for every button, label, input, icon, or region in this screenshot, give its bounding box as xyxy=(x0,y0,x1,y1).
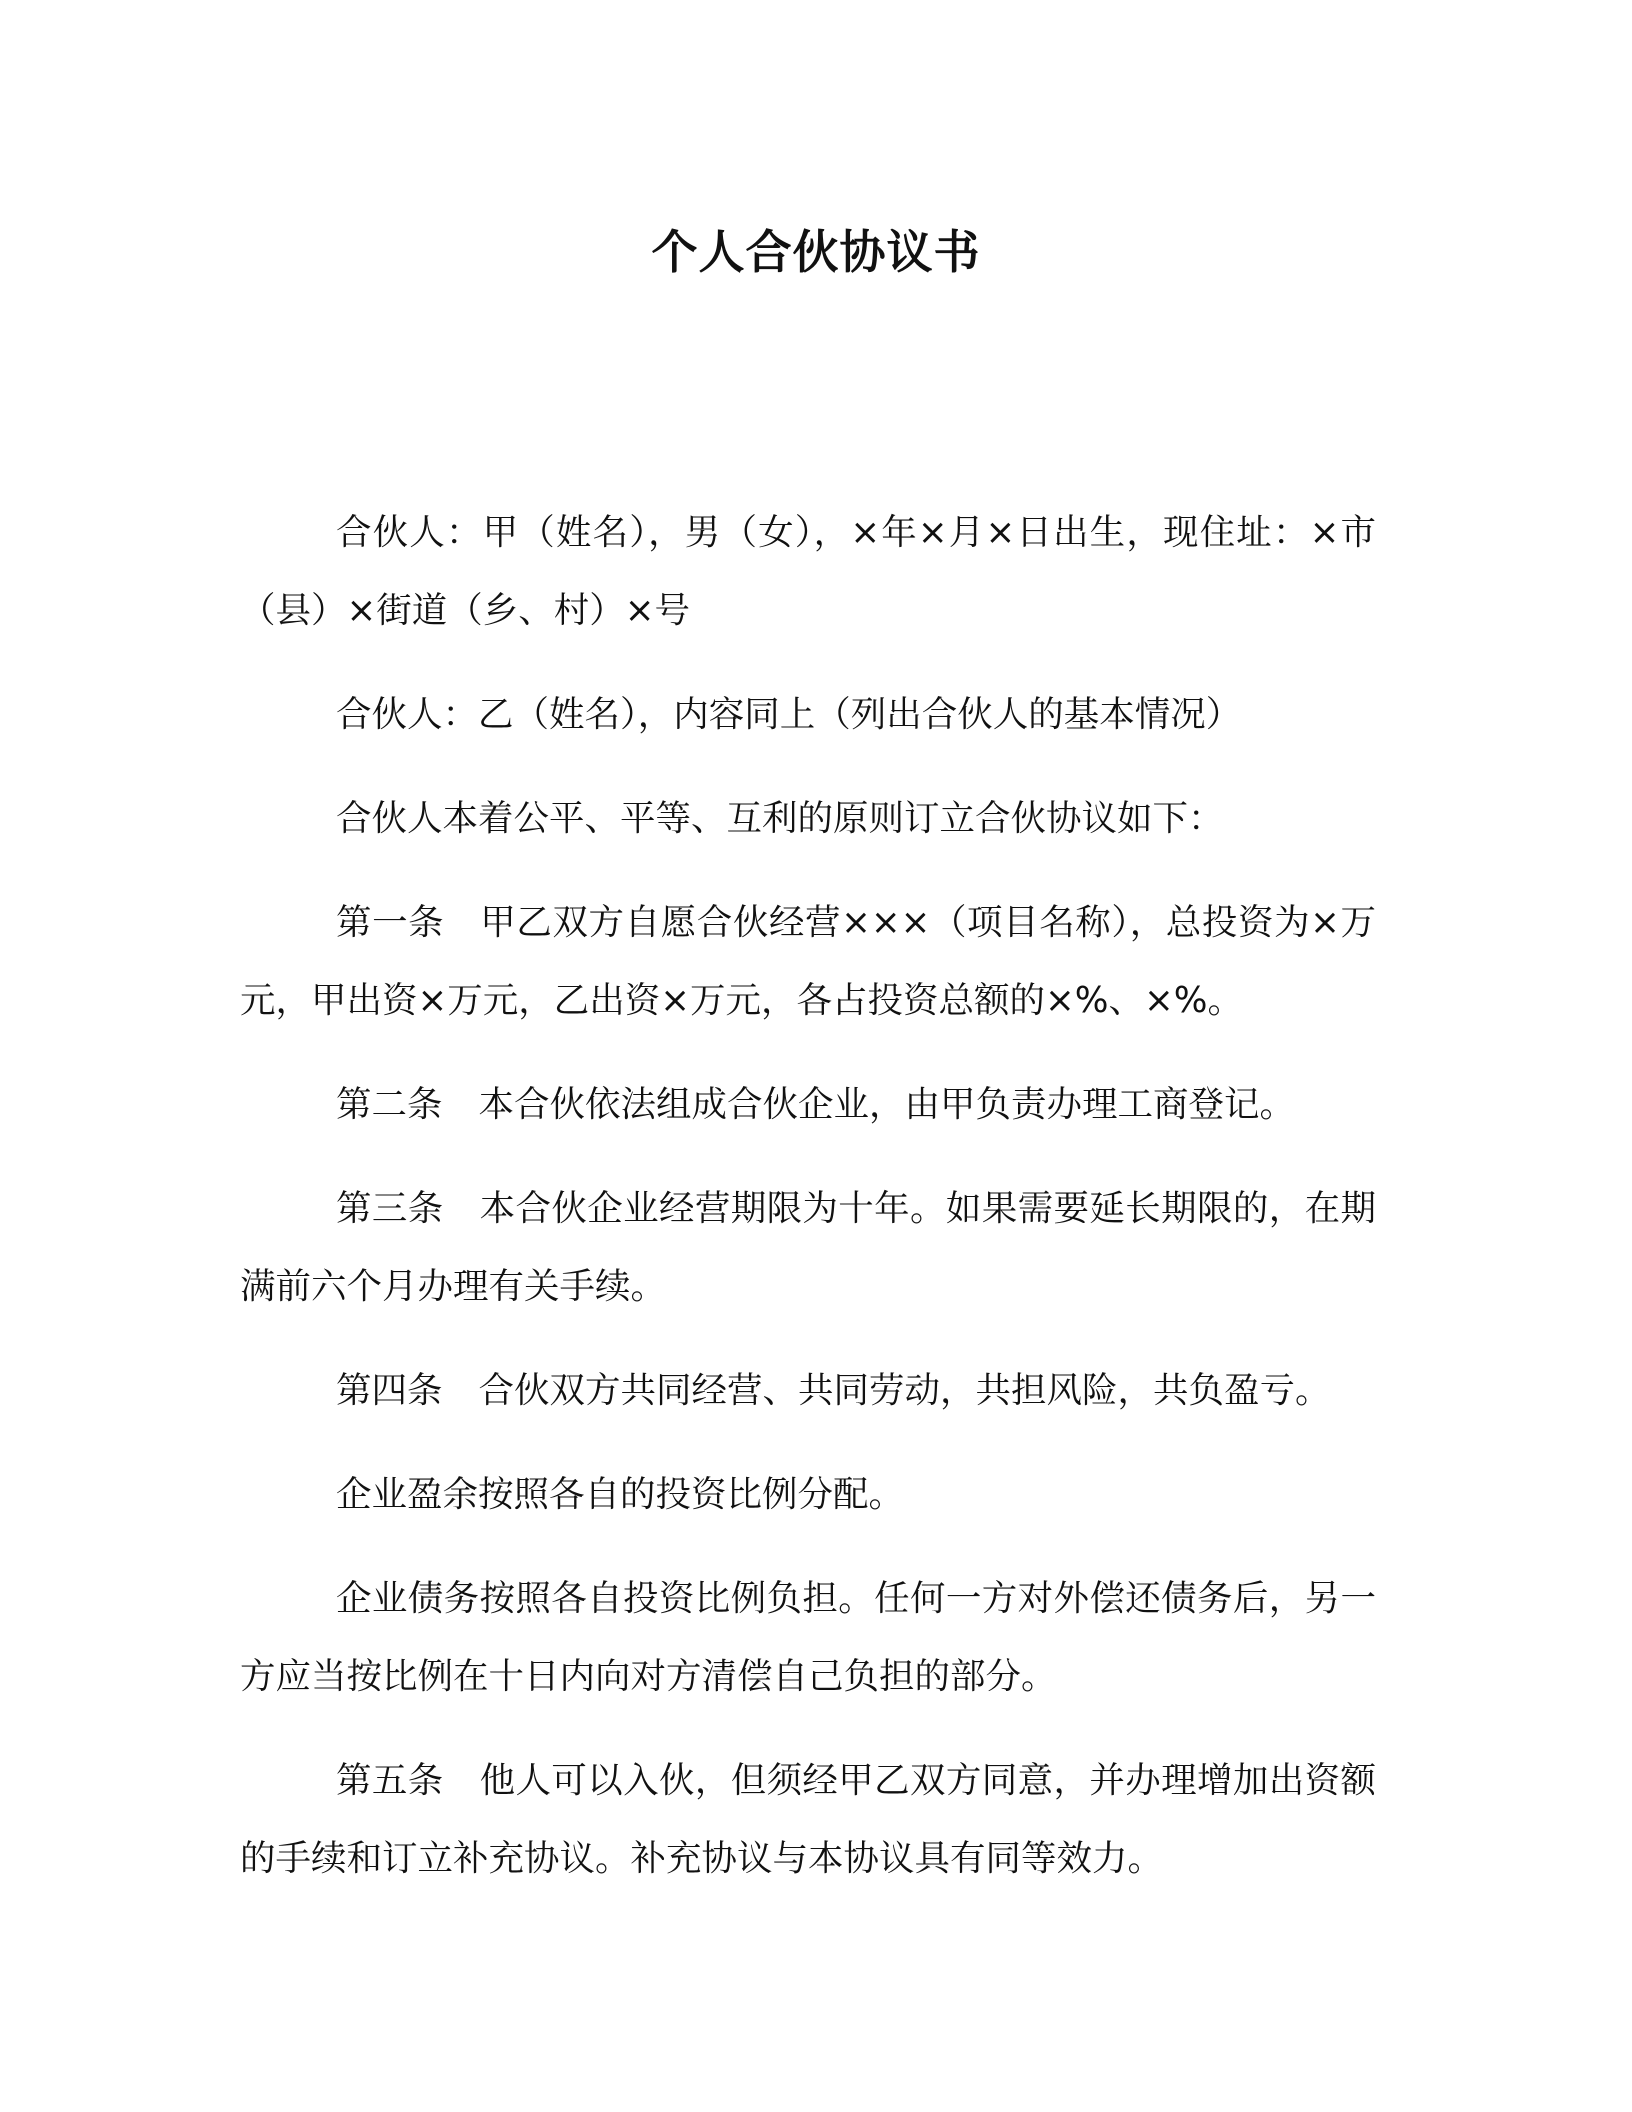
article-label: 第二条 xyxy=(336,1084,443,1125)
article-3 xyxy=(240,1170,1376,1326)
paragraph-profit xyxy=(240,1456,1376,1534)
article-text: 本合伙依法组成合伙企业，由甲负责办理工商登记。 xyxy=(478,1084,1296,1125)
paragraph-partner-a xyxy=(240,494,1376,650)
document-title: 个人合伙协议书 xyxy=(651,225,981,279)
paragraph-text: 合伙人：乙（姓名），内容同上（列出合伙人的基本情况） xyxy=(336,694,1242,735)
paragraph-text: 合伙人：甲（姓名），男（女），×年×月×日出生，现住址：×市（县）×街道（乡、村）×号 xyxy=(240,512,1376,631)
article-label: 第一条 xyxy=(336,902,445,943)
article-text: 合伙双方共同经营、共同劳动，共担风险，共负盈亏。 xyxy=(478,1370,1331,1411)
paragraph-text: 合伙人本着公平、平等、互利的原则订立合伙协议如下： xyxy=(336,798,1224,839)
article-label: 第三条 xyxy=(336,1188,444,1229)
paragraph-preamble xyxy=(240,780,1376,858)
article-text: 甲乙双方自愿合伙经营×××（项目名称），总投资为×万元，甲出资×万元，乙出资×万元，各占投资总额的×%、×%。 xyxy=(240,902,1376,1021)
article-text: 他人可以入伙，但须经甲乙双方同意，并办理增加出资额的手续和订立补充协议。补充协议与本协议具有同等效力。 xyxy=(240,1760,1376,1879)
article-label: 第五条 xyxy=(336,1760,444,1801)
document-body xyxy=(240,494,1376,1924)
article-text: 本合伙企业经营期限为十年。如果需要延长期限的，在期满前六个月办理有关手续。 xyxy=(240,1188,1376,1307)
article-4 xyxy=(240,1352,1376,1430)
paragraph-debt xyxy=(240,1560,1376,1716)
article-label: 第四条 xyxy=(336,1370,443,1411)
paragraph-text: 企业盈余按照各自的投资比例分配。 xyxy=(336,1474,905,1515)
paragraph-text: 企业债务按照各自投资比例负担。任何一方对外偿还债务后，另一方应当按比例在十日内向对方清偿自己负担的部分。 xyxy=(240,1578,1376,1697)
article-5 xyxy=(240,1742,1376,1898)
article-1 xyxy=(240,884,1376,1040)
paragraph-partner-b xyxy=(240,676,1376,754)
article-2 xyxy=(240,1066,1376,1144)
